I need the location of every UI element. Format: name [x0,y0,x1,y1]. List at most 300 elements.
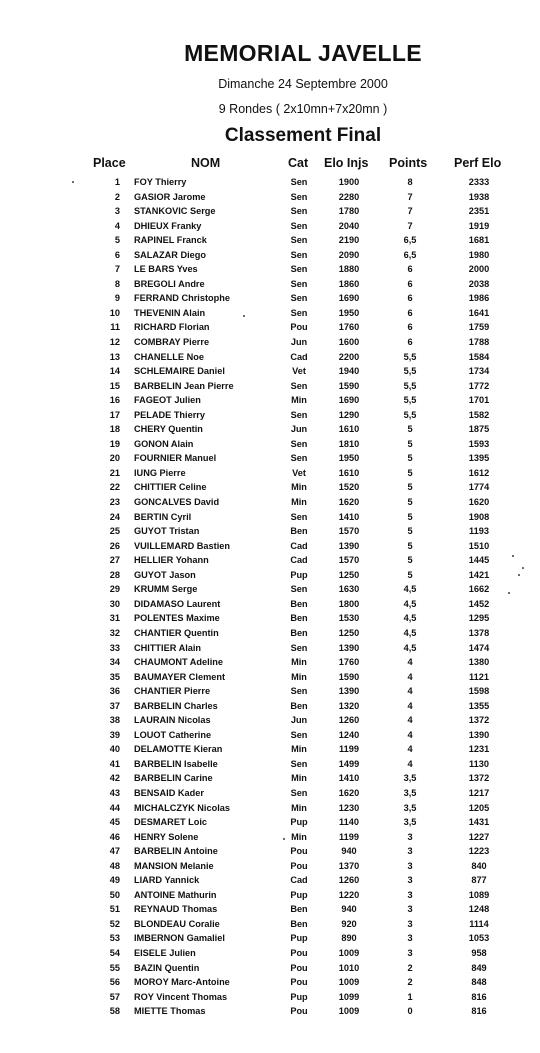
row-elo: 920 [341,918,357,929]
row-elo: 1800 [338,598,360,609]
row-name: ROY Vincent Thomas [134,991,228,1002]
row-elo: 1410 [338,511,360,522]
row-elo: 1140 [339,817,359,828]
row-category: Min [291,671,307,682]
row-points: 5,5 [403,409,417,420]
row-category: Ben [290,627,308,638]
row-elo: 2090 [338,249,360,260]
row-category: Min [291,744,307,755]
table-row [0,684,540,699]
row-place: 10 [109,307,120,318]
row-elo: 1610 [338,467,360,478]
row-category: Pup [290,569,308,580]
row-perf: 1774 [468,482,490,493]
scan-speck [512,555,514,557]
column-header-points: Points [389,156,428,170]
row-place: 34 [109,657,120,668]
row-name: FAGEOT Julien [134,395,201,406]
scan-speck [518,574,520,576]
row-name: BREGOLI Andre [134,278,205,289]
row-elo: 1230 [338,802,360,813]
row-category: Cad [290,875,308,886]
row-elo: 1290 [338,409,360,420]
row-place: 31 [109,613,120,624]
row-place: 11 [110,322,120,333]
row-elo: 1009 [338,1006,360,1017]
table-row [0,568,540,583]
row-category: Pou [290,1006,308,1017]
row-elo: 1199 [339,744,359,755]
table-row [0,480,540,495]
row-category: Pou [290,322,308,333]
row-place: 12 [109,337,120,348]
row-place: 5 [114,235,120,246]
row-perf: 840 [471,860,487,871]
table-row [0,524,540,539]
row-elo: 890 [341,933,357,944]
row-name: IUNG Pierre [134,467,186,478]
table-row [0,641,540,656]
row-points: 3 [407,846,413,857]
row-elo: 1240 [338,729,360,740]
table-row [0,961,540,976]
row-perf: 2333 [468,177,490,187]
row-name: BAUMAYER Clement [134,671,226,682]
row-points: 4 [407,671,413,682]
table-row [0,1004,540,1019]
row-points: 5,5 [403,351,417,362]
row-name: BLONDEAU Coralie [134,918,220,929]
row-elo: 2280 [338,191,360,202]
row-elo: 1620 [338,787,360,798]
row-name: BARBELIN Jean Pierre [134,380,234,391]
row-category: Sen [290,249,308,260]
row-place: 55 [109,962,120,973]
row-place: 6 [114,249,120,260]
row-perf: 1372 [468,773,490,784]
row-name: GONON Alain [134,438,194,449]
row-elo: 1590 [338,671,360,682]
row-points: 3,5 [403,787,417,798]
row-name: VUILLEMARD Bastien [134,540,230,551]
row-elo: 1630 [338,584,360,595]
table-row [0,655,540,670]
row-place: 9 [114,293,120,304]
row-points: 7 [407,220,413,231]
table-row [0,510,540,525]
row-points: 4,5 [403,598,417,609]
row-place: 56 [109,977,120,988]
row-elo: 1600 [338,337,360,348]
row-category: Sen [290,729,308,740]
row-perf: 1089 [468,889,490,900]
row-place: 19 [109,438,120,449]
row-perf: 1421 [468,569,490,580]
row-place: 35 [109,671,120,682]
table-row [0,466,540,481]
table-row [0,931,540,946]
row-perf: 1445 [468,555,490,566]
row-category: Pou [290,977,308,988]
row-place: 2 [114,191,120,202]
row-name: LOUOT Catherine [134,729,212,740]
row-elo: 1410 [338,773,360,784]
row-points: 3,5 [403,773,417,784]
table-row [0,364,540,379]
row-points: 6 [407,278,413,289]
row-name: DIDAMASO Laurent [134,598,221,609]
row-perf: 816 [471,991,487,1002]
row-points: 7 [407,191,413,202]
row-elo: 1260 [338,875,360,886]
row-points: 2 [407,977,413,988]
row-category: Sen [290,206,308,217]
row-perf: 1474 [468,642,490,653]
row-perf: 1938 [468,191,490,202]
row-points: 3 [407,947,413,958]
table-row [0,320,540,335]
row-place: 45 [109,817,120,828]
row-name: BAZIN Quentin [134,962,200,973]
row-points: 1 [407,991,413,1002]
row-category: Cad [290,540,308,551]
row-elo: 1260 [338,715,360,726]
row-name: GASIOR Jarome [134,191,206,202]
row-perf: 1582 [468,409,490,420]
row-elo: 1590 [338,380,360,391]
table-row [0,539,540,554]
row-category: Min [291,831,307,842]
row-perf: 1875 [468,424,490,435]
row-place: 40 [109,744,120,755]
row-perf: 1681 [468,235,490,246]
row-place: 24 [109,511,120,522]
row-name: LE BARS Yves [134,264,198,275]
table-row [0,451,540,466]
row-category: Sen [290,642,308,653]
row-points: 5 [407,555,413,566]
row-category: Pou [290,947,308,958]
row-place: 43 [109,787,120,798]
table-row [0,422,540,437]
row-elo: 2190 [338,235,360,246]
row-perf: 1193 [469,526,489,537]
row-perf: 1510 [468,540,490,551]
row-name: BERTIN Cyril [134,511,192,522]
row-points: 3 [407,875,413,886]
row-category: Sen [290,177,308,187]
row-place: 38 [109,715,120,726]
row-category: Sen [290,511,308,522]
row-name: CHANELLE Noe [134,351,204,362]
row-elo: 1900 [338,177,360,187]
row-category: Vet [292,366,306,377]
row-perf: 1295 [468,613,490,624]
row-perf: 1390 [468,729,490,740]
row-name: MIETTE Thomas [134,1006,206,1017]
row-perf: 1227 [468,831,490,842]
row-points: 5 [407,569,413,580]
row-perf: 1053 [468,933,490,944]
row-elo: 1950 [338,453,360,464]
row-name: CHAUMONT Adeline [134,657,223,668]
row-perf: 1378 [468,627,490,638]
row-place: 58 [109,1006,120,1017]
table-row [0,859,540,874]
row-elo: 940 [341,904,357,915]
row-place: 51 [109,904,120,915]
row-category: Ben [290,526,308,537]
document-title: MEMORIAL JAVELLE [184,40,422,66]
row-place: 8 [114,278,120,289]
row-name: LAURAIN Nicolas [134,715,211,726]
row-points: 6,5 [403,235,417,246]
row-perf: 1701 [468,395,490,406]
row-elo: 1690 [338,293,360,304]
row-elo: 1520 [338,482,360,493]
row-category: Sen [290,787,308,798]
row-place: 25 [109,526,120,537]
row-category: Jun [290,715,308,726]
row-place: 47 [109,846,120,857]
table-row [0,830,540,845]
row-elo: 1499 [338,758,360,769]
row-name: EISELE Julien [134,947,196,958]
table-row [0,582,540,597]
row-place: 27 [109,555,120,566]
row-category: Sen [290,686,308,697]
row-category: Sen [290,380,308,391]
table-row [0,626,540,641]
row-place: 7 [114,264,120,275]
row-perf: 1248 [468,904,490,915]
row-place: 1 [114,177,120,187]
row-place: 29 [109,584,120,595]
row-place: 52 [109,918,120,929]
row-points: 5,5 [403,366,417,377]
row-name: PELADE Thierry [134,409,205,420]
row-elo: 1570 [338,526,360,537]
row-elo: 1530 [338,613,360,624]
row-points: 3,5 [403,817,417,828]
table-row [0,786,540,801]
table-row [0,379,540,394]
row-name: RICHARD Florian [134,322,210,333]
row-perf: 1217 [468,787,490,798]
table-row [0,917,540,932]
row-name: DESMARET Loic [134,817,207,828]
row-category: Ben [290,904,308,915]
table-row [0,393,540,408]
row-place: 14 [109,366,120,377]
row-place: 37 [109,700,120,711]
table-row [0,670,540,685]
table-row [0,713,540,728]
row-points: 4 [407,758,413,769]
row-elo: 1390 [338,642,360,653]
row-perf: 1452 [468,598,490,609]
row-elo: 1250 [338,569,360,580]
row-name: CHITTIER Alain [134,642,202,653]
row-name: DHIEUX Franky [134,220,202,231]
row-elo: 2040 [338,220,360,231]
table-row [0,495,540,510]
table-row [0,306,540,321]
table-row [0,219,540,234]
row-elo: 1390 [338,540,360,551]
row-category: Pup [290,933,308,944]
row-place: 44 [109,802,120,813]
row-perf: 1759 [468,322,490,333]
row-points: 6 [407,264,413,275]
row-elo: 1250 [338,627,360,638]
row-place: 41 [109,758,120,769]
row-category: Ben [290,918,308,929]
row-category: Min [291,482,307,493]
table-row [0,233,540,248]
row-category: Cad [290,351,308,362]
row-category: Pou [290,860,308,871]
row-perf: 1130 [469,758,489,769]
row-points: 5 [407,526,413,537]
row-points: 3,5 [403,802,417,813]
table-row [0,990,540,1005]
row-points: 4 [407,700,413,711]
row-perf: 1641 [468,307,490,318]
row-perf: 1395 [468,453,490,464]
row-elo: 1320 [338,700,360,711]
row-elo: 1940 [338,366,360,377]
row-elo: 1950 [338,307,360,318]
row-perf: 1223 [468,846,490,857]
row-perf: 1355 [468,700,490,711]
row-name: CHANTIER Pierre [134,686,211,697]
table-row [0,175,540,190]
row-place: 3 [114,206,120,217]
table-row [0,335,540,350]
row-category: Jun [290,337,308,348]
row-name: BARBELIN Antoine [134,846,218,857]
column-header-cat: Cat [288,156,309,170]
row-perf: 1980 [468,249,490,260]
row-name: BARBELIN Carine [134,773,213,784]
row-category: Pup [290,991,308,1002]
column-header-perf: Perf Elo [454,156,502,170]
row-points: 6 [407,337,413,348]
row-points: 5,5 [403,395,417,406]
row-category: Sen [290,453,308,464]
row-category: Sen [290,307,308,318]
row-category: Sen [290,220,308,231]
scan-speck [243,315,245,317]
row-place: 49 [109,875,120,886]
row-points: 5 [407,482,413,493]
row-place: 46 [109,831,120,842]
row-category: Ben [290,598,308,609]
table-row [0,888,540,903]
scan-speck [72,181,74,183]
row-elo: 1010 [338,962,360,973]
row-elo: 1690 [338,395,360,406]
row-name: BARBELIN Charles [134,700,218,711]
row-elo: 1780 [338,206,360,217]
row-place: 17 [109,409,120,420]
row-category: Sen [290,278,308,289]
row-points: 3 [407,831,413,842]
row-points: 4,5 [403,584,417,595]
row-perf: 1612 [468,467,490,478]
table-row [0,277,540,292]
row-name: REYNAUD Thomas [134,904,218,915]
row-points: 5 [407,467,413,478]
table-row [0,262,540,277]
row-perf: 958 [471,947,487,958]
row-elo: 1880 [338,264,360,275]
row-name: CHERY Quentin [134,424,203,435]
row-elo: 1099 [338,991,360,1002]
table-row [0,248,540,263]
row-points: 4,5 [403,627,417,638]
row-category: Jun [290,424,308,435]
row-points: 5 [407,438,413,449]
table-row [0,190,540,205]
row-points: 8 [407,177,413,187]
row-elo: 1620 [338,497,360,508]
row-place: 21 [109,467,120,478]
row-name: FOY Thierry [134,177,187,187]
row-category: Min [291,395,307,406]
row-category: Min [291,657,307,668]
row-place: 33 [109,642,120,653]
row-points: 3 [407,860,413,871]
row-category: Sen [290,758,308,769]
row-points: 5 [407,511,413,522]
table-row [0,350,540,365]
scan-speck [283,838,285,840]
row-perf: 1788 [468,337,490,348]
table-row [0,844,540,859]
row-points: 3 [407,918,413,929]
event-date: Dimanche 24 Septembre 2000 [218,77,388,91]
row-points: 5,5 [403,380,417,391]
row-name: GONCALVES David [134,497,220,508]
table-row [0,975,540,990]
row-elo: 1370 [338,860,360,871]
row-perf: 1584 [468,351,490,362]
row-place: 23 [109,497,120,508]
row-perf: 1986 [468,293,490,304]
row-name: MOROY Marc-Antoine [134,977,230,988]
row-points: 3 [407,933,413,944]
row-name: SALAZAR Diego [134,249,206,260]
table-row [0,597,540,612]
row-name: KRUMM Serge [134,584,198,595]
row-name: POLENTES Maxime [134,613,220,624]
row-elo: 940 [341,846,357,857]
row-name: BARBELIN Isabelle [134,758,218,769]
column-header-place: Place [93,156,126,170]
row-name: GUYOT Tristan [134,526,200,537]
row-points: 4,5 [403,613,417,624]
table-row [0,873,540,888]
row-name: LIARD Yannick [134,875,200,886]
row-name: MANSION Melanie [134,860,214,871]
scan-speck [522,567,524,569]
row-elo: 1760 [338,657,360,668]
row-name: IMBERNON Gamaliel [134,933,225,944]
row-elo: 1570 [338,555,360,566]
table-row [0,437,540,452]
